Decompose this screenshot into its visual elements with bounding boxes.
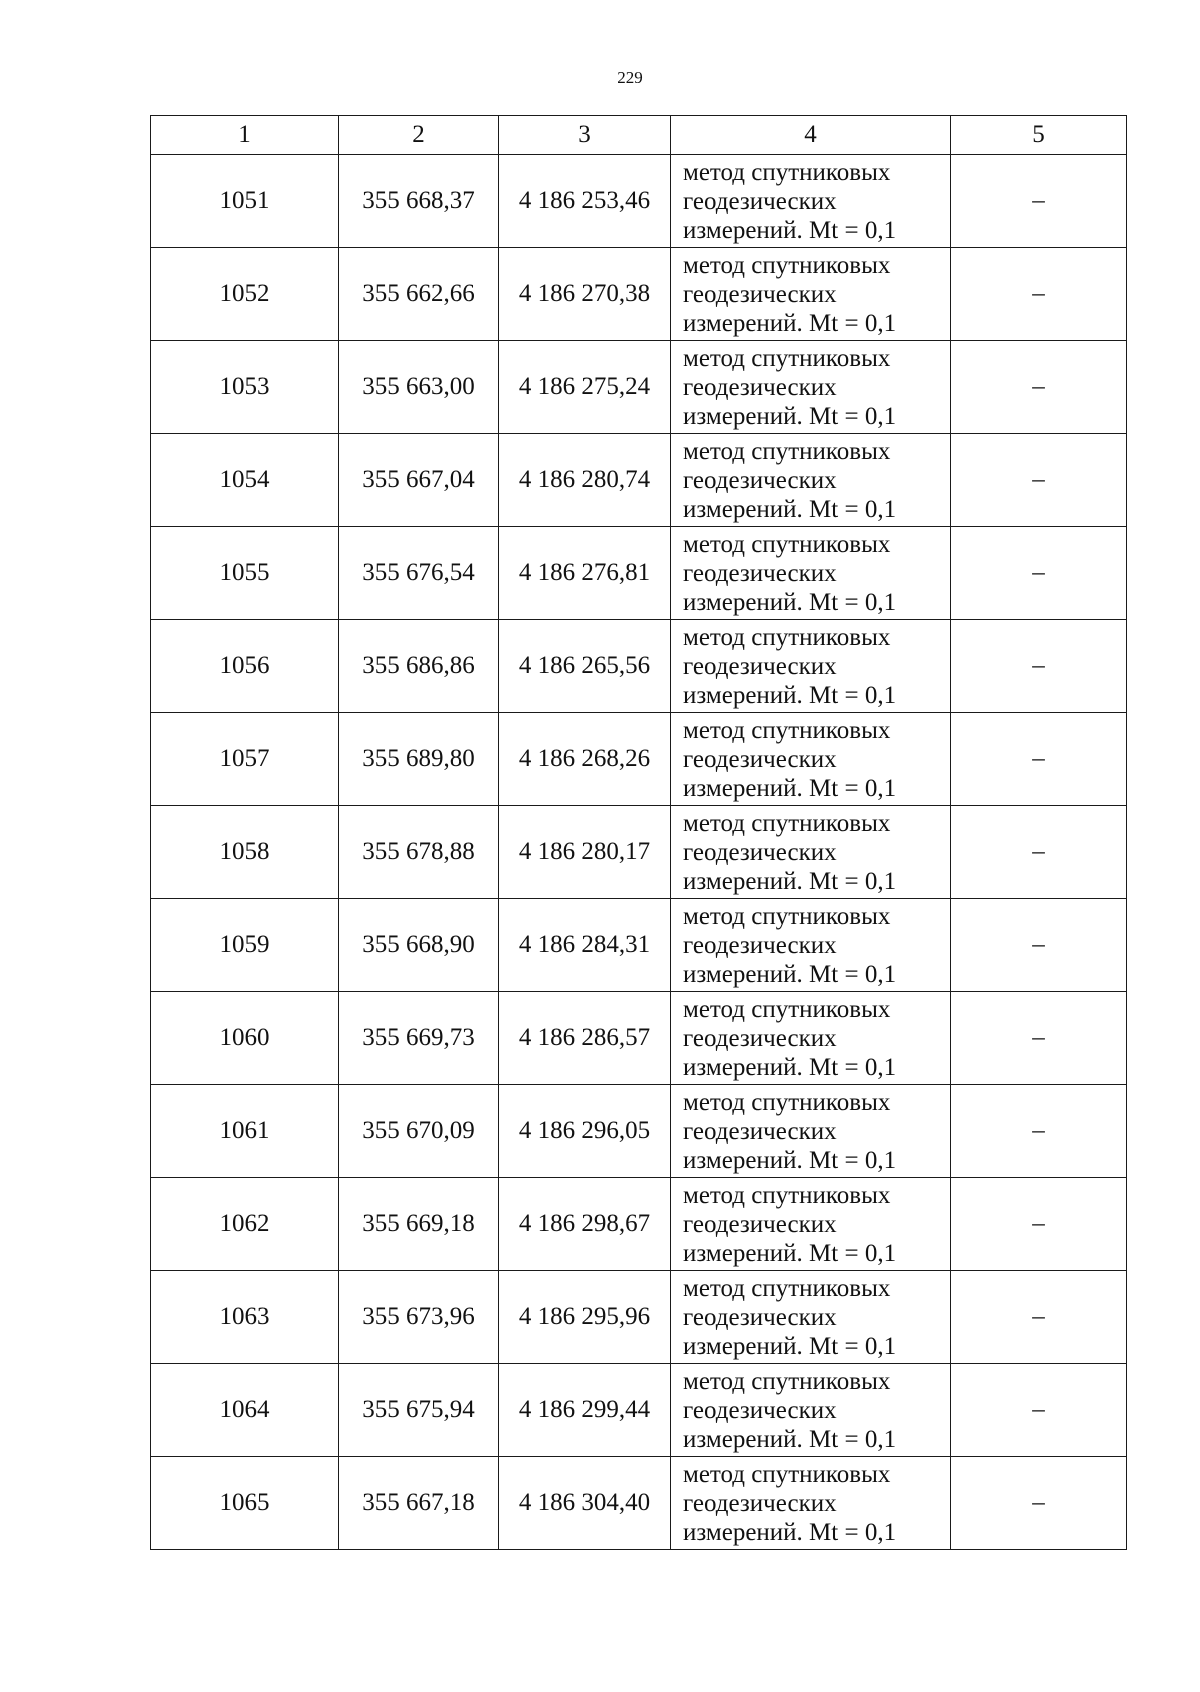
point-number-cell: 1062 — [151, 1178, 339, 1271]
method-line: измерений. Mt = 0,1 — [683, 1518, 897, 1546]
method-line: измерений. Mt = 0,1 — [683, 495, 897, 523]
x-coordinate-cell: 355 668,37 — [339, 155, 499, 248]
header-col-4: 4 — [671, 116, 951, 155]
note-cell: – — [951, 341, 1127, 434]
y-coordinate-cell: 4 186 280,17 — [499, 806, 671, 899]
header-col-1: 1 — [151, 116, 339, 155]
point-number-cell: 1064 — [151, 1364, 339, 1457]
method-line: измерений. Mt = 0,1 — [683, 309, 897, 337]
method-cell — [671, 1457, 951, 1550]
x-coordinate-cell: 355 669,18 — [339, 1178, 499, 1271]
x-coordinate-cell: 355 662,66 — [339, 248, 499, 341]
x-coordinate-cell: 355 686,86 — [339, 620, 499, 713]
method-line: метод спутниковых — [683, 1367, 891, 1395]
method-line: геодезических — [683, 1117, 837, 1145]
method-cell — [671, 434, 951, 527]
method-line: измерений. Mt = 0,1 — [683, 1146, 897, 1174]
method-line: геодезических — [683, 1303, 837, 1331]
method-line: измерений. Mt = 0,1 — [683, 1053, 897, 1081]
note-cell: – — [951, 1364, 1127, 1457]
method-cell — [671, 1364, 951, 1457]
method-line: метод спутниковых — [683, 437, 891, 465]
method-line: метод спутниковых — [683, 1088, 891, 1116]
method-line: геодезических — [683, 931, 837, 959]
method-cell — [671, 620, 951, 713]
y-coordinate-cell: 4 186 276,81 — [499, 527, 671, 620]
method-line: геодезических — [683, 466, 837, 494]
method-cell — [671, 527, 951, 620]
y-coordinate-cell: 4 186 286,57 — [499, 992, 671, 1085]
table-row — [151, 1178, 1127, 1271]
method-cell — [671, 1271, 951, 1364]
method-line: геодезических — [683, 1024, 837, 1052]
point-number-cell: 1055 — [151, 527, 339, 620]
method-line: геодезических — [683, 1489, 837, 1517]
coordinates-table — [150, 115, 1127, 1550]
y-coordinate-cell: 4 186 280,74 — [499, 434, 671, 527]
point-number-cell: 1061 — [151, 1085, 339, 1178]
table-row — [151, 806, 1127, 899]
note-cell: – — [951, 1085, 1127, 1178]
method-line: метод спутниковых — [683, 344, 891, 372]
method-line: метод спутниковых — [683, 809, 891, 837]
note-cell: – — [951, 992, 1127, 1085]
table-row — [151, 248, 1127, 341]
y-coordinate-cell: 4 186 295,96 — [499, 1271, 671, 1364]
point-number-cell: 1063 — [151, 1271, 339, 1364]
method-line: геодезических — [683, 652, 837, 680]
method-line: геодезических — [683, 373, 837, 401]
method-line: геодезических — [683, 745, 837, 773]
y-coordinate-cell: 4 186 253,46 — [499, 155, 671, 248]
note-cell: – — [951, 527, 1127, 620]
method-line: геодезических — [683, 1396, 837, 1424]
method-cell — [671, 341, 951, 434]
header-col-3: 3 — [499, 116, 671, 155]
table-body — [151, 155, 1127, 1550]
method-cell — [671, 155, 951, 248]
method-line: измерений. Mt = 0,1 — [683, 216, 897, 244]
point-number-cell: 1060 — [151, 992, 339, 1085]
note-cell: – — [951, 806, 1127, 899]
table-row — [151, 1271, 1127, 1364]
x-coordinate-cell: 355 678,88 — [339, 806, 499, 899]
method-line: геодезических — [683, 1210, 837, 1238]
table-row — [151, 899, 1127, 992]
method-line: метод спутниковых — [683, 1274, 891, 1302]
method-line: геодезических — [683, 280, 837, 308]
x-coordinate-cell: 355 667,18 — [339, 1457, 499, 1550]
y-coordinate-cell: 4 186 296,05 — [499, 1085, 671, 1178]
y-coordinate-cell: 4 186 284,31 — [499, 899, 671, 992]
method-cell — [671, 1085, 951, 1178]
table-header — [151, 116, 1127, 155]
method-line: геодезических — [683, 838, 837, 866]
method-line: метод спутниковых — [683, 251, 891, 279]
y-coordinate-cell: 4 186 298,67 — [499, 1178, 671, 1271]
table-row — [151, 620, 1127, 713]
x-coordinate-cell: 355 676,54 — [339, 527, 499, 620]
table-row — [151, 713, 1127, 806]
method-line: метод спутниковых — [683, 995, 891, 1023]
point-number-cell: 1059 — [151, 899, 339, 992]
method-line: измерений. Mt = 0,1 — [683, 402, 897, 430]
x-coordinate-cell: 355 669,73 — [339, 992, 499, 1085]
table-row — [151, 1364, 1127, 1457]
point-number-cell: 1054 — [151, 434, 339, 527]
method-line: измерений. Mt = 0,1 — [683, 1425, 897, 1453]
x-coordinate-cell: 355 667,04 — [339, 434, 499, 527]
x-coordinate-cell: 355 689,80 — [339, 713, 499, 806]
note-cell: – — [951, 155, 1127, 248]
method-line: метод спутниковых — [683, 1460, 891, 1488]
point-number-cell: 1057 — [151, 713, 339, 806]
x-coordinate-cell: 355 670,09 — [339, 1085, 499, 1178]
point-number-cell: 1058 — [151, 806, 339, 899]
note-cell: – — [951, 1271, 1127, 1364]
table-row — [151, 341, 1127, 434]
method-line: измерений. Mt = 0,1 — [683, 867, 897, 895]
method-line: измерений. Mt = 0,1 — [683, 1239, 897, 1267]
method-cell — [671, 899, 951, 992]
header-col-5: 5 — [951, 116, 1127, 155]
method-line: измерений. Mt = 0,1 — [683, 588, 897, 616]
method-cell — [671, 806, 951, 899]
method-line: измерений. Mt = 0,1 — [683, 774, 897, 802]
note-cell: – — [951, 620, 1127, 713]
table-row — [151, 527, 1127, 620]
y-coordinate-cell: 4 186 265,56 — [499, 620, 671, 713]
method-cell — [671, 713, 951, 806]
table-row — [151, 155, 1127, 248]
method-line: метод спутниковых — [683, 623, 891, 651]
y-coordinate-cell: 4 186 299,44 — [499, 1364, 671, 1457]
method-cell — [671, 992, 951, 1085]
method-line: метод спутниковых — [683, 716, 891, 744]
method-line: измерений. Mt = 0,1 — [683, 1332, 897, 1360]
y-coordinate-cell: 4 186 304,40 — [499, 1457, 671, 1550]
point-number-cell: 1065 — [151, 1457, 339, 1550]
method-line: метод спутниковых — [683, 158, 891, 186]
method-line: метод спутниковых — [683, 902, 891, 930]
method-cell — [671, 248, 951, 341]
point-number-cell: 1056 — [151, 620, 339, 713]
note-cell: – — [951, 1457, 1127, 1550]
note-cell: – — [951, 1178, 1127, 1271]
method-line: геодезических — [683, 559, 837, 587]
method-line: геодезических — [683, 187, 837, 215]
point-number-cell: 1052 — [151, 248, 339, 341]
y-coordinate-cell: 4 186 268,26 — [499, 713, 671, 806]
method-line: измерений. Mt = 0,1 — [683, 960, 897, 988]
method-line: метод спутниковых — [683, 1181, 891, 1209]
note-cell: – — [951, 899, 1127, 992]
y-coordinate-cell: 4 186 275,24 — [499, 341, 671, 434]
table-row — [151, 434, 1127, 527]
x-coordinate-cell: 355 663,00 — [339, 341, 499, 434]
method-line: метод спутниковых — [683, 530, 891, 558]
table-row — [151, 1085, 1127, 1178]
method-cell — [671, 1178, 951, 1271]
x-coordinate-cell: 355 668,90 — [339, 899, 499, 992]
page-number: 229 — [617, 68, 643, 87]
method-line: измерений. Mt = 0,1 — [683, 681, 897, 709]
point-number-cell: 1051 — [151, 155, 339, 248]
header-col-2: 2 — [339, 116, 499, 155]
x-coordinate-cell: 355 673,96 — [339, 1271, 499, 1364]
table-row — [151, 1457, 1127, 1550]
note-cell: – — [951, 713, 1127, 806]
point-number-cell: 1053 — [151, 341, 339, 434]
table-row — [151, 992, 1127, 1085]
note-cell: – — [951, 434, 1127, 527]
x-coordinate-cell: 355 675,94 — [339, 1364, 499, 1457]
note-cell: – — [951, 248, 1127, 341]
y-coordinate-cell: 4 186 270,38 — [499, 248, 671, 341]
header-row — [151, 116, 1127, 155]
